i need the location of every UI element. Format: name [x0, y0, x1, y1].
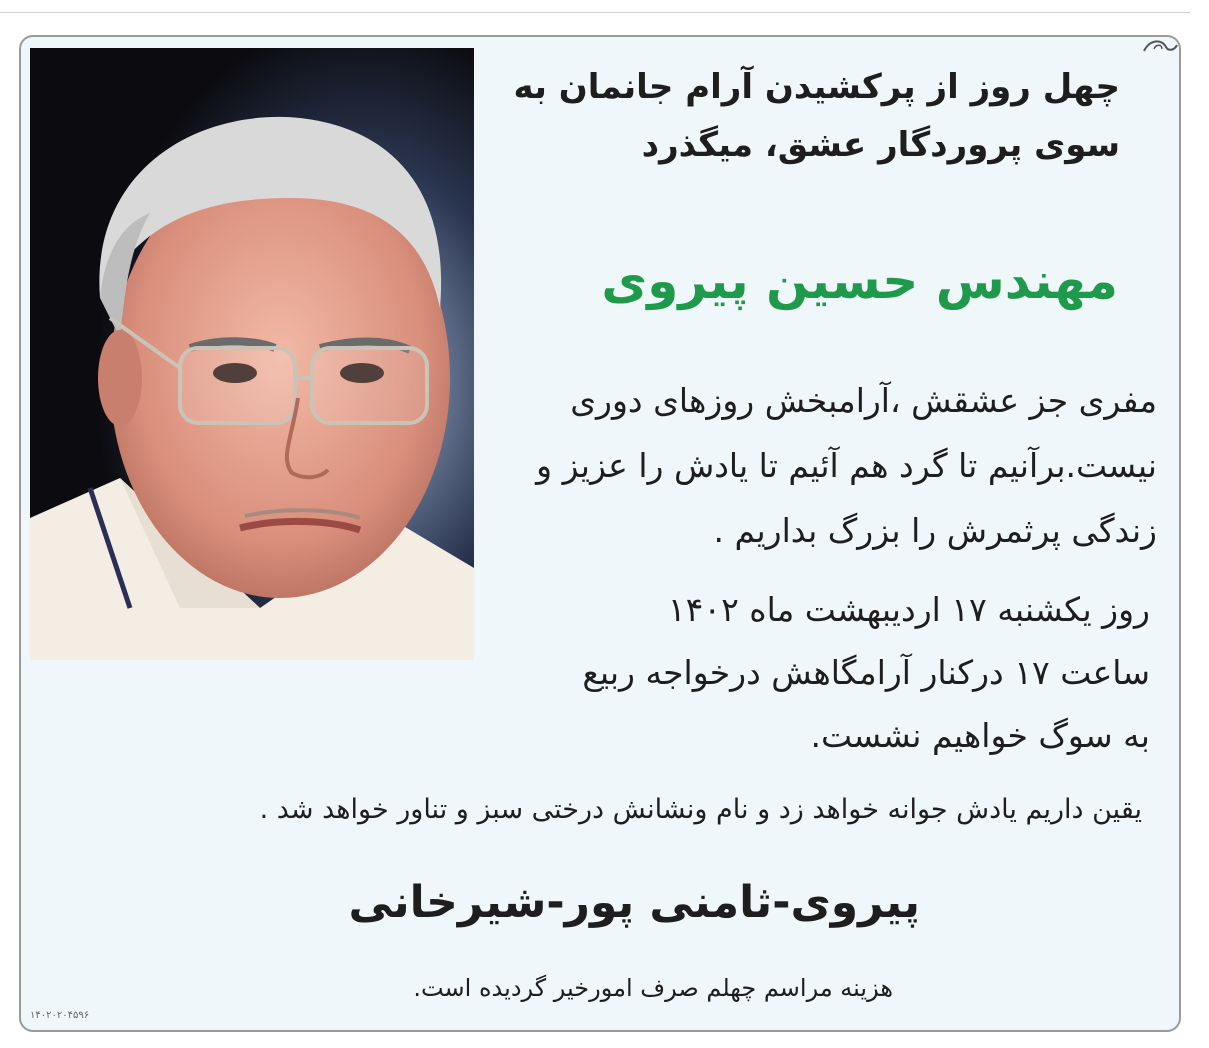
portrait-photo [30, 48, 474, 660]
page-top-rule [0, 0, 1190, 13]
ceremony-date: روز یکشنبه ۱۷ اردیبهشت ماه ۱۴۰۲ [667, 590, 1150, 629]
ceremony-details [480, 578, 1150, 767]
wish-text: یقین داریم یادش جوانه خواهد زد و نام ونشانش درختی سبز و تناور خواهد شد . [259, 794, 1142, 825]
ceremony-closing: به سوگ خواهیم نشست. [810, 716, 1150, 755]
corner-ornament-icon [1140, 35, 1180, 57]
ad-code: ۱۴۰۲۰۲۰۴۵۹۶ [30, 1010, 90, 1021]
ceremony-time-place: ساعت ۱۷ درکنار آرامگاهش درخواجه ربیع [582, 653, 1150, 692]
intro-text: چهل روز از پرکشیدن آرام جانمان به سوی پروردگار عشق، میگذرد [513, 67, 1120, 165]
poem-text: مفری جز عشقش ،آرامبخش روزهای دوری نیست.برآنیم تا گرد هم آئیم تا یادش را عزیز و زندگی پرثمرش را بزرگ بداریم . [536, 381, 1157, 550]
family-names: پیروی-ثامنی پور-شیرخانی [348, 877, 920, 928]
cost-note: هزینه مراسم چهلم صرف امورخیر گردیده است. [413, 974, 893, 1002]
deceased-name: مهندس حسین پیروی [601, 252, 1118, 310]
